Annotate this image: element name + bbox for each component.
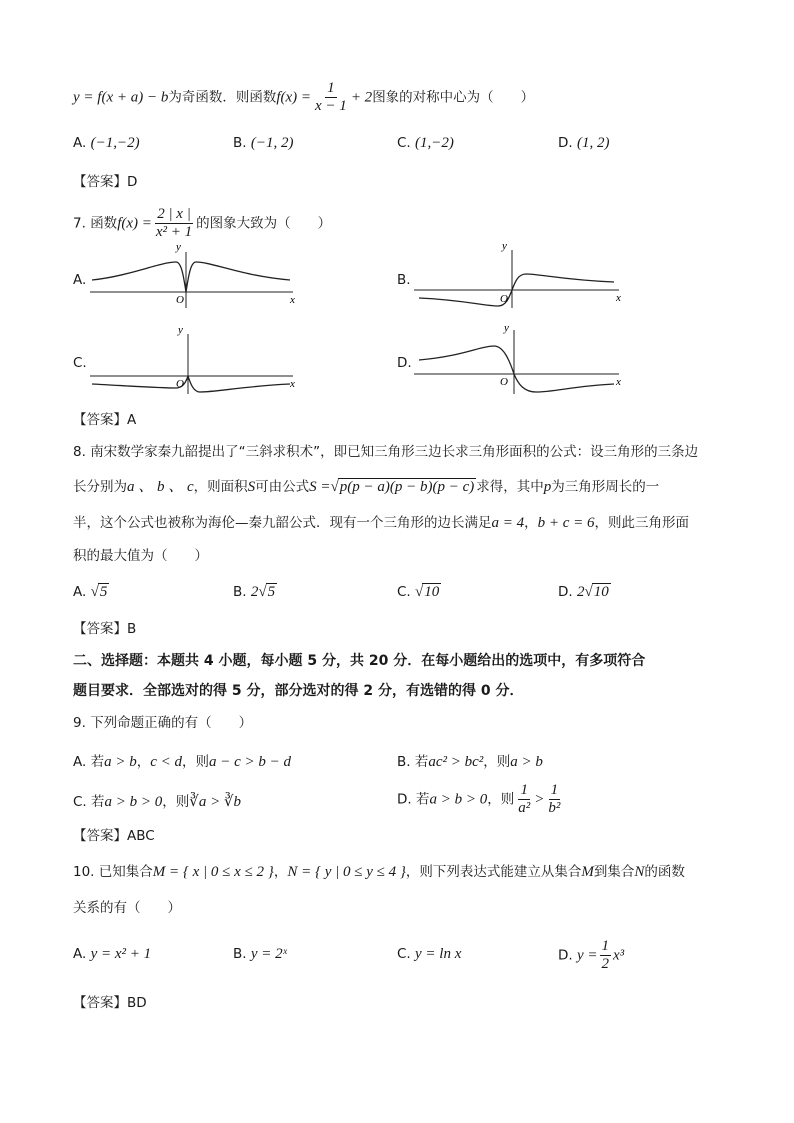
q9-math: ac² > bc² bbox=[428, 754, 484, 770]
q8-var-s: S bbox=[247, 479, 256, 495]
q10-option-d-lhs: y = bbox=[576, 947, 598, 964]
q7-answer bbox=[73, 410, 136, 430]
q9-math: > bbox=[534, 791, 545, 808]
q10-answer bbox=[73, 993, 147, 1013]
q8-separator: ， bbox=[524, 515, 538, 531]
x-axis-label: x bbox=[616, 376, 621, 388]
origin-label: O bbox=[500, 293, 508, 305]
q7-graph-a-label: A. bbox=[73, 272, 87, 288]
sqrt-sign: √ bbox=[90, 584, 99, 600]
q10-text: 已知集合 bbox=[98, 864, 153, 880]
x-axis-label: x bbox=[616, 292, 621, 304]
q8-text: 长分别为 bbox=[73, 479, 127, 495]
q10-text: ，则下列表达式能建立从集合 bbox=[405, 864, 582, 880]
q8-answer bbox=[73, 619, 136, 639]
q10-option-b-expr: y = 2ˣ bbox=[250, 946, 287, 962]
q9-option-d-fraction-1 bbox=[516, 782, 532, 817]
q6-option-a-label: A. bbox=[73, 135, 87, 151]
q7-graph-b[interactable] bbox=[414, 240, 634, 310]
q7-number: 7. bbox=[73, 215, 86, 232]
q8-text: ，则此三角形面 bbox=[594, 515, 690, 531]
frac-den: b² bbox=[548, 800, 561, 816]
q7-fraction bbox=[154, 206, 194, 241]
q9-number: 9. bbox=[73, 715, 86, 731]
q8-option-c[interactable] bbox=[397, 583, 441, 601]
frac-num: 1 bbox=[550, 782, 559, 798]
x-axis-label: x bbox=[290, 294, 295, 306]
q9-math: a − c > b − d bbox=[209, 754, 292, 770]
q9-option-a[interactable] bbox=[73, 750, 291, 771]
sqrt-sign: √ bbox=[258, 584, 267, 600]
q8-option-d[interactable] bbox=[558, 583, 611, 601]
curve bbox=[92, 376, 290, 392]
q6-option-b-label: B. bbox=[233, 135, 247, 151]
q10-var-n: N bbox=[634, 864, 645, 880]
q8-option-c-radicand: 10 bbox=[424, 584, 440, 600]
frac-num: 1 bbox=[520, 782, 528, 798]
section2-heading-line-1: 二、选择题：本题共 4 小题，每小题 5 分，共 20 分．在每小题给出的选项中，有多项符合 bbox=[73, 653, 646, 669]
q10-option-c[interactable] bbox=[397, 946, 461, 963]
q7-graph-a[interactable] bbox=[90, 240, 310, 310]
q10-set-m: M = { x | 0 ≤ x ≤ 2 } bbox=[152, 864, 274, 880]
q10-line-1 bbox=[73, 862, 685, 882]
q6-expr-a: y = f(x + a) − b bbox=[73, 89, 169, 106]
q10-option-c-expr: y = ln x bbox=[415, 946, 462, 962]
q6-text-b: 为奇函数．则函数 bbox=[168, 89, 277, 106]
q6-option-a[interactable] bbox=[73, 135, 140, 152]
q8-text: ，则面积 bbox=[193, 479, 248, 495]
q6-frac-den: x − 1 bbox=[315, 98, 347, 114]
q6-answer-tag: 【答案】 bbox=[73, 174, 127, 190]
q9-option-c-label: C. bbox=[73, 794, 87, 810]
y-axis-label: y bbox=[502, 240, 507, 252]
q6-answer bbox=[73, 172, 137, 192]
q10-option-d-rhs: x³ bbox=[613, 947, 625, 964]
q9-stem bbox=[73, 713, 252, 733]
q9-option-d-label: D. bbox=[397, 791, 412, 808]
q6-option-d-label: D. bbox=[558, 135, 573, 151]
q8-condition-1: a = 4 bbox=[491, 515, 525, 531]
q6-text-e: 图象的对称中心为（ ） bbox=[372, 89, 535, 106]
q9-text: 若 bbox=[415, 791, 430, 808]
q7-frac-num: 2 | x | bbox=[157, 206, 191, 222]
q7-answer-value: A bbox=[127, 412, 137, 428]
q7-graph-d-label: D. bbox=[397, 355, 412, 371]
q6-option-c-value: (1,−2) bbox=[415, 135, 454, 151]
q10-option-c-label: C. bbox=[397, 946, 411, 962]
q8-option-b-coef: 2 bbox=[250, 584, 259, 600]
q6-option-b[interactable] bbox=[233, 135, 293, 152]
q8-text: 求得，其中 bbox=[476, 479, 544, 495]
q9-math: a > b bbox=[510, 754, 543, 770]
q9-option-d[interactable] bbox=[397, 782, 564, 817]
q6-option-d-value: (1, 2) bbox=[576, 135, 610, 151]
curve bbox=[92, 262, 290, 292]
q6-option-b-value: (−1, 2) bbox=[250, 135, 294, 151]
q8-answer-value: B bbox=[127, 621, 137, 637]
sqrt-sign: √ bbox=[584, 584, 593, 600]
frac-den: 2 bbox=[601, 956, 610, 972]
q8-number: 8. bbox=[73, 444, 86, 460]
q9-option-b-label: B. bbox=[397, 754, 411, 770]
q10-option-b[interactable] bbox=[233, 946, 287, 963]
q6-expr-d: + 2 bbox=[350, 89, 373, 106]
q7-answer-tag: 【答案】 bbox=[73, 412, 127, 428]
q10-text: ， bbox=[273, 864, 288, 880]
q8-option-b-radicand: 5 bbox=[267, 584, 276, 600]
q10-option-d[interactable] bbox=[558, 938, 624, 973]
q10-option-d-fraction bbox=[600, 938, 612, 973]
q9-text: ， bbox=[136, 754, 151, 770]
q8-option-c-label: C. bbox=[397, 584, 411, 600]
q8-formula-radicand: p(p − a)(p − b)(p − c) bbox=[339, 479, 475, 495]
q8-answer-tag: 【答案】 bbox=[73, 621, 127, 637]
frac-den: a² bbox=[518, 800, 531, 816]
q8-line-2 bbox=[73, 477, 659, 497]
q8-option-d-coef: 2 bbox=[576, 584, 585, 600]
q10-number: 10. bbox=[73, 864, 95, 880]
q10-text: 的函数 bbox=[644, 864, 685, 880]
q6-option-a-value: (−1,−2) bbox=[90, 135, 140, 151]
q8-option-d-label: D. bbox=[558, 584, 573, 600]
q10-answer-tag: 【答案】 bbox=[73, 995, 127, 1011]
q9-option-b[interactable] bbox=[397, 750, 543, 771]
q9-answer-tag: 【答案】 bbox=[73, 828, 127, 844]
q9-option-a-label: A. bbox=[73, 754, 87, 770]
curve bbox=[419, 346, 614, 392]
q9-text: 若 bbox=[414, 754, 429, 770]
q8-line-1 bbox=[73, 442, 698, 462]
q10-option-a-expr: y = x² + 1 bbox=[90, 946, 152, 962]
q8-option-b-label: B. bbox=[233, 584, 247, 600]
q6-frac-num: 1 bbox=[327, 80, 335, 96]
sqrt-sign: √ bbox=[415, 584, 424, 600]
q10-line-2: 关系的有（ ） bbox=[73, 900, 181, 916]
q6-option-c[interactable] bbox=[397, 135, 454, 152]
q9-math: ∛a > ∛b bbox=[189, 794, 242, 810]
q9-text: 若 bbox=[90, 754, 105, 770]
q6-stem bbox=[73, 80, 534, 115]
q7-stem bbox=[73, 206, 331, 241]
q10-option-d-label: D. bbox=[558, 947, 573, 964]
origin-label: O bbox=[500, 376, 508, 388]
q8-formula-lhs: S = bbox=[309, 479, 331, 495]
q8-line-1-text: 南宋数学家秦九韶提出了“三斜求积术”，即已知三角形三边长求三角形面积的公式：设三角形的三条边 bbox=[90, 444, 699, 460]
q10-set-n: N = { y | 0 ≤ y ≤ 4 } bbox=[287, 864, 406, 880]
q7-text-a: 函数 bbox=[90, 215, 118, 232]
origin-label: O bbox=[176, 294, 184, 306]
y-axis-label: y bbox=[176, 241, 181, 253]
q7-expr-b: f(x) = bbox=[117, 215, 152, 232]
y-axis-label: y bbox=[504, 322, 509, 334]
q7-graph-d[interactable] bbox=[414, 322, 634, 397]
q10-text: 到集合 bbox=[593, 864, 635, 880]
y-axis-label: y bbox=[178, 324, 183, 336]
q10-option-a[interactable] bbox=[73, 946, 151, 963]
q7-text-c: 的图象大致为（ ） bbox=[196, 215, 332, 232]
q9-option-c[interactable] bbox=[73, 790, 241, 811]
q6-option-d[interactable] bbox=[558, 135, 609, 152]
q8-option-b[interactable] bbox=[233, 583, 277, 601]
q9-option-d-fraction-2 bbox=[546, 782, 562, 817]
section2-heading-line-2: 题目要求．全部选对的得 5 分，部分选对的得 2 分，有选错的得 0 分． bbox=[73, 683, 524, 699]
q9-math: c < d bbox=[150, 754, 182, 770]
q6-option-c-label: C. bbox=[397, 135, 411, 151]
x-axis-label: x bbox=[290, 378, 295, 390]
q9-text: ，则 bbox=[162, 794, 190, 810]
q7-graph-b-label: B. bbox=[397, 272, 411, 288]
q7-graph-c[interactable] bbox=[90, 322, 310, 397]
q8-condition-2: b + c = 6 bbox=[537, 515, 595, 531]
q8-option-a[interactable] bbox=[73, 583, 109, 601]
q6-fraction bbox=[313, 80, 349, 115]
q9-answer bbox=[73, 826, 155, 846]
q8-text: 为三角形周长的一 bbox=[551, 479, 660, 495]
q10-var-m: M bbox=[581, 864, 594, 880]
q8-option-a-label: A. bbox=[73, 584, 87, 600]
q8-line-3 bbox=[73, 513, 689, 533]
q8-var-p: p bbox=[543, 479, 552, 495]
q9-text: ，则 bbox=[487, 791, 515, 808]
q10-option-b-label: B. bbox=[233, 946, 247, 962]
origin-label: O bbox=[176, 378, 184, 390]
q9-answer-value: ABC bbox=[127, 828, 155, 844]
q10-answer-value: BD bbox=[127, 995, 147, 1011]
q8-option-d-radicand: 10 bbox=[593, 584, 609, 600]
q8-text: 半，这个公式也被称为海伦—秦九韶公式．现有一个三角形的边长满足 bbox=[73, 515, 492, 531]
q9-text: ，则 bbox=[182, 754, 209, 770]
q7-frac-den: x² + 1 bbox=[155, 224, 193, 240]
q9-text: ，则 bbox=[483, 754, 511, 770]
q6-expr-c: f(x) = bbox=[276, 89, 312, 106]
q8-text: 可由公式 bbox=[255, 479, 310, 495]
q9-text: 若 bbox=[91, 794, 105, 810]
q7-graph-c-label: C. bbox=[73, 355, 87, 371]
q8-line-4: 积的最大值为（ ） bbox=[73, 548, 208, 564]
q10-option-a-label: A. bbox=[73, 946, 87, 962]
q6-answer-value: D bbox=[127, 174, 138, 190]
q9-math: a > b bbox=[104, 754, 137, 770]
frac-num: 1 bbox=[601, 938, 610, 954]
q8-vars: a 、 b 、 c bbox=[127, 479, 194, 495]
q9-math: a > b > 0 bbox=[104, 794, 163, 810]
q8-option-a-radicand: 5 bbox=[99, 584, 108, 600]
q9-math: a > b > 0 bbox=[429, 791, 488, 808]
q8-sqrt-sign: √ bbox=[330, 479, 339, 495]
q9-stem-text: 下列命题正确的有（ ） bbox=[90, 715, 253, 731]
